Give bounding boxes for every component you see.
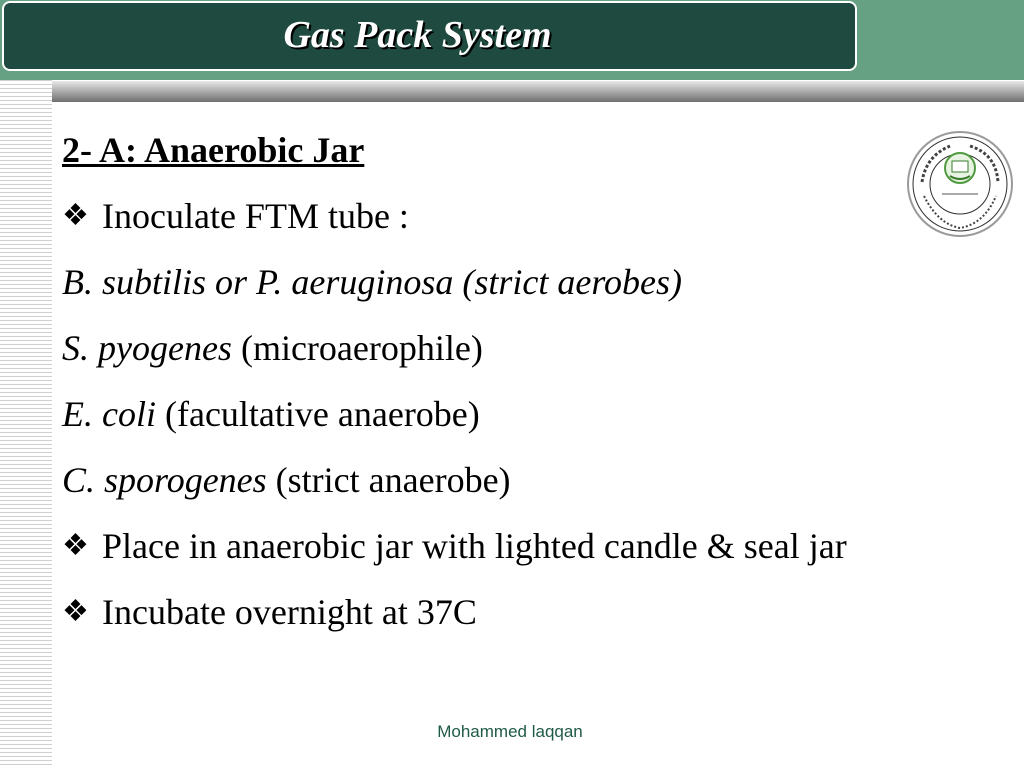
side-stripes [0,80,52,768]
diamond-bullet-icon: ❖ [62,199,89,232]
heading-line [62,128,912,172]
organism-text: B. subtilis or P. aeruginosa (strict aerobes) [62,262,682,302]
organism-desc: (microaerophile) [231,328,483,368]
slide-body [62,128,912,656]
bullet-text: Place in anaerobic jar with lighted candle & seal jar [102,526,847,566]
organism-line [62,392,912,436]
diamond-bullet-icon: ❖ [62,529,89,562]
bullet-item [62,194,912,238]
section-heading: 2- A: Anaerobic Jar [62,130,365,170]
header-divider [0,81,1024,102]
organism-line [62,458,912,502]
bullet-item [62,524,912,568]
organism-desc: (facultative anaerobe) [155,394,480,434]
organism-desc: (strict anaerobe) [266,460,511,500]
footer-author: Mohammed laqqan [437,722,583,741]
slide-title: Gas Pack System [283,14,552,56]
title-box [2,1,857,71]
organism-name: E. coli [62,394,156,434]
bullet-text: Incubate overnight at 37C [102,592,477,632]
bullet-item [62,590,912,634]
organism-line [62,260,912,304]
organism-line [62,326,912,370]
bullet-text: Inoculate FTM tube : [102,196,409,236]
organism-name: S. pyogenes [62,328,232,368]
university-seal-icon [906,130,1014,238]
diamond-bullet-icon: ❖ [62,595,89,628]
organism-name: C. sporogenes [62,460,267,500]
